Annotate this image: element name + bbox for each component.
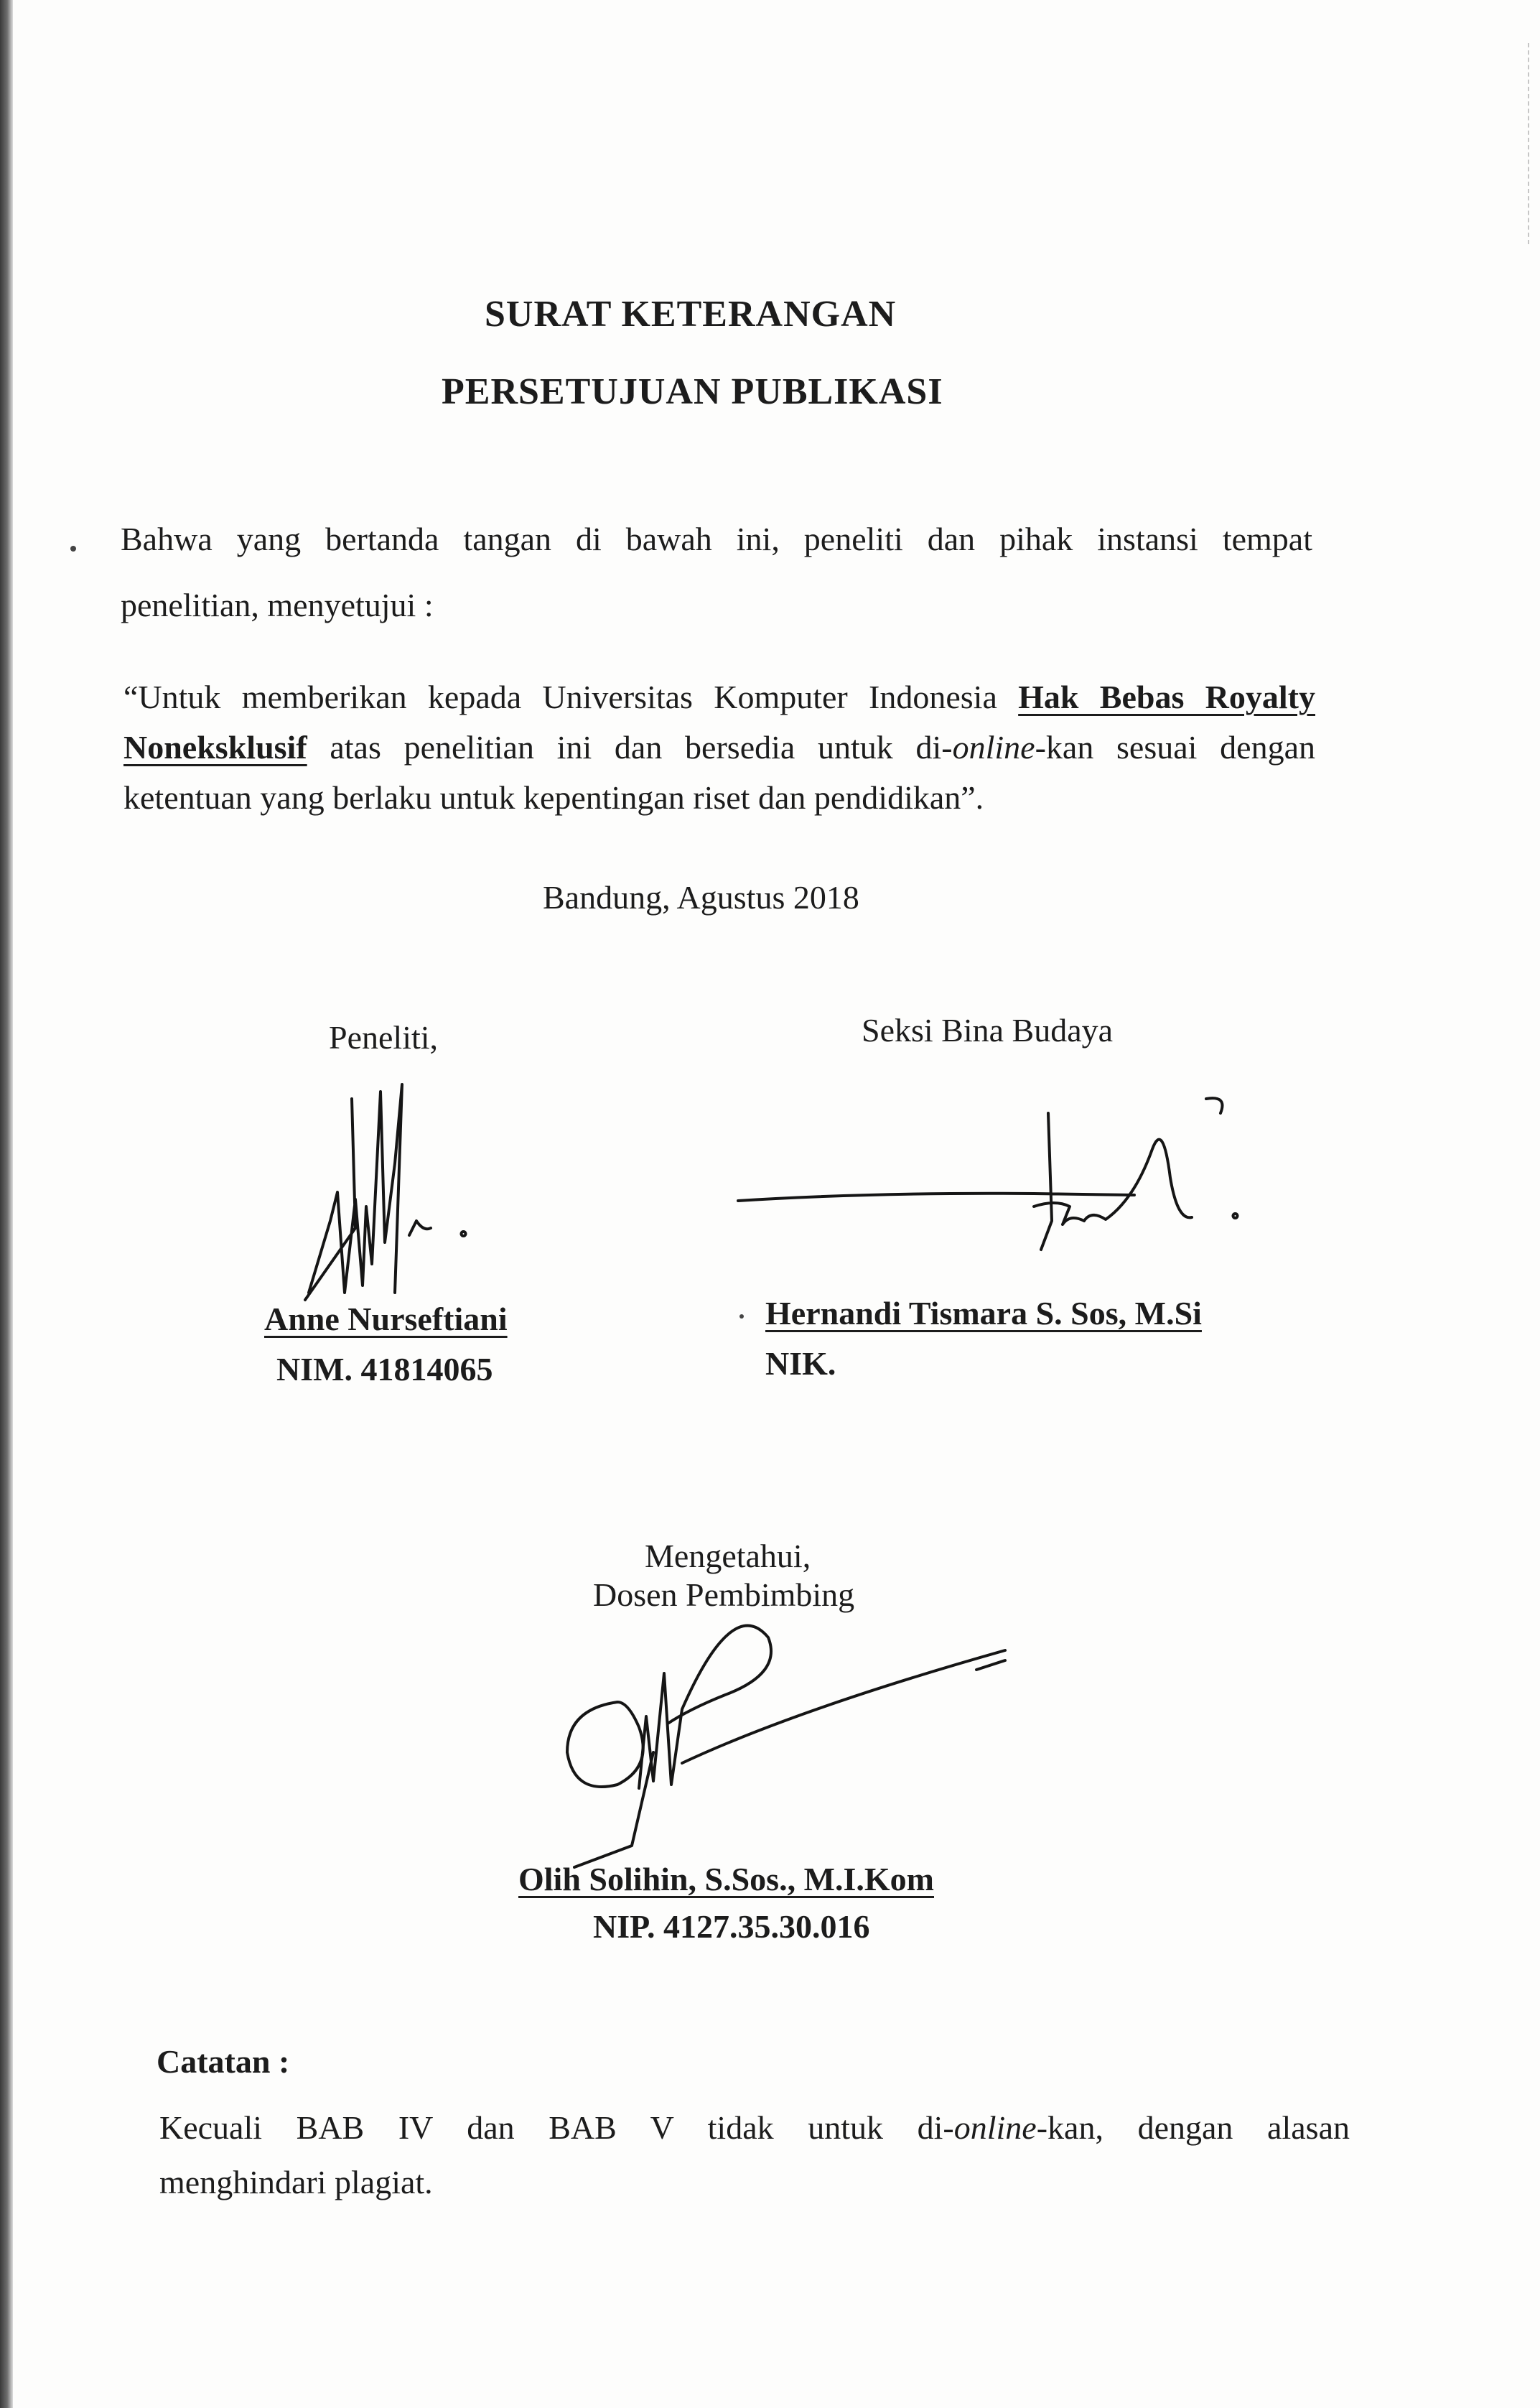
place-date: Bandung, Agustus 2018: [543, 879, 859, 916]
note-line-2: menghindari plagiat.: [159, 2164, 433, 2200]
non-exclusive-term: Noneksklusif: [123, 729, 307, 766]
institution-officer-id: NIK.: [765, 1345, 836, 1382]
researcher-signature: [287, 1077, 488, 1314]
statement-line-2: Noneksklusif atas penelitian ini dan bersedia untuk di-online-kan sesuai dengan: [123, 729, 1315, 766]
researcher-id: NIM. 41814065: [276, 1351, 493, 1387]
document-title: SURAT KETERANGAN: [485, 294, 897, 335]
supervisor-name: Olih Solihin, S.Sos., M.I.Kom: [518, 1861, 934, 1897]
researcher-role: Peneliti,: [329, 1019, 439, 1056]
statement-line-1: “Untuk memberikan kepada Universitas Komputer Indonesia Hak Bebas Royalty: [123, 679, 1315, 715]
intro-line-2: penelitian, menyetujui :: [121, 587, 434, 623]
scan-left-edge: [0, 0, 13, 2408]
supervisor-role-2: Dosen Pembimbing: [593, 1576, 855, 1613]
institution-role: Seksi Bina Budaya: [862, 1012, 1114, 1049]
document-subtitle: PERSETUJUAN PUBLIKASI: [442, 371, 943, 412]
supervisor-id: NIP. 4127.35.30.016: [593, 1908, 870, 1945]
institution-officer-name: Hernandi Tismara S. Sos, M.Si: [765, 1295, 1202, 1331]
supervisor-role-1: Mengetahui,: [645, 1538, 811, 1574]
statement-line-3: ketentuan yang berlaku untuk kepentingan riset dan pendidikan”.: [123, 779, 984, 816]
scan-right-edge: [1528, 43, 1531, 244]
scan-speck-2: [739, 1314, 744, 1319]
institution-signature: [732, 1092, 1278, 1257]
statement-paragraph: [123, 672, 1315, 823]
note-line-1: Kecuali BAB IV dan BAB V tidak untuk di-online-kan, dengan alasan: [159, 2109, 1350, 2146]
royalty-free-term: Hak Bebas Royalty: [1018, 679, 1315, 715]
intro-line-1: Bahwa yang bertanda tangan di bawah ini, peneliti dan pihak instansi tempat: [121, 521, 1312, 557]
supervisor-signature: [546, 1609, 1019, 1882]
researcher-name: Anne Nurseftiani: [264, 1301, 508, 1337]
note-heading: Catatan :: [157, 2043, 290, 2080]
scan-speck: [70, 546, 76, 552]
